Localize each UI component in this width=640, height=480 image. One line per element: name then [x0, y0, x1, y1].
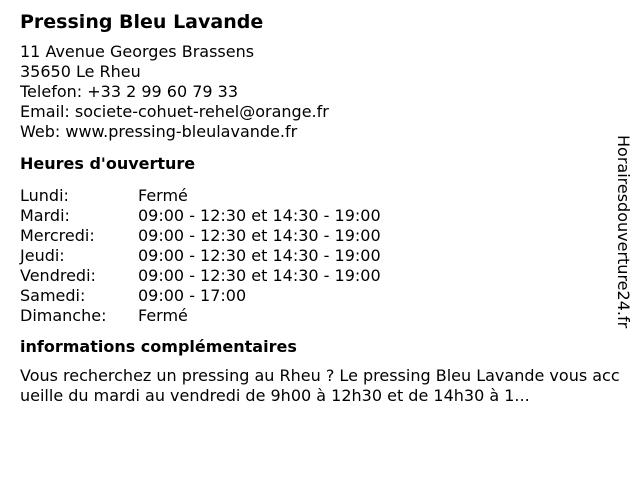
hours-row [20, 186, 381, 206]
site-brand: Horairesdouverture24.fr [614, 135, 633, 329]
business-name: Pressing Bleu Lavande [20, 11, 264, 33]
hours-row [20, 246, 381, 266]
phone-line: Telefon: +33 2 99 60 79 33 [20, 82, 239, 101]
business-card [20, 9, 620, 406]
hours-table [20, 186, 381, 326]
day-hours: 09:00 - 12:30 et 14:30 - 19:00 [138, 266, 381, 285]
day-hours: 09:00 - 12:30 et 14:30 - 19:00 [138, 206, 381, 225]
day-hours: 09:00 - 12:30 et 14:30 - 19:00 [138, 226, 381, 245]
day-label: Mardi: [20, 206, 70, 225]
address-city: 35650 Le Rheu [20, 62, 141, 81]
day-hours: Fermé [138, 306, 188, 325]
day-hours: Fermé [138, 186, 188, 205]
email-line: Email: societe-cohuet-rehel@orange.fr [20, 102, 329, 121]
hours-row [20, 266, 381, 286]
day-label: Mercredi: [20, 226, 95, 245]
day-hours: 09:00 - 12:30 et 14:30 - 19:00 [138, 246, 381, 265]
address-street: 11 Avenue Georges Brassens [20, 42, 255, 61]
day-label: Dimanche: [20, 306, 107, 325]
hours-row [20, 226, 381, 246]
hours-heading: Heures d'ouverture [20, 154, 196, 173]
web-line: Web: www.pressing-bleulavande.fr [20, 122, 298, 141]
hours-row [20, 206, 381, 226]
day-label: Lundi: [20, 186, 69, 205]
info-description: Vous recherchez un pressing au Rheu ? Le pressing Bleu Lavande vous accueille du mardi au vendredi de 9h00 à 12h30 et de 14h30 à 1... [20, 366, 620, 405]
hours-row [20, 306, 381, 326]
day-label: Jeudi: [20, 246, 65, 265]
info-heading: informations complémentaires [20, 337, 297, 356]
day-hours: 09:00 - 17:00 [138, 286, 247, 305]
hours-row [20, 286, 381, 306]
day-label: Vendredi: [20, 266, 96, 285]
day-label: Samedi: [20, 286, 86, 305]
